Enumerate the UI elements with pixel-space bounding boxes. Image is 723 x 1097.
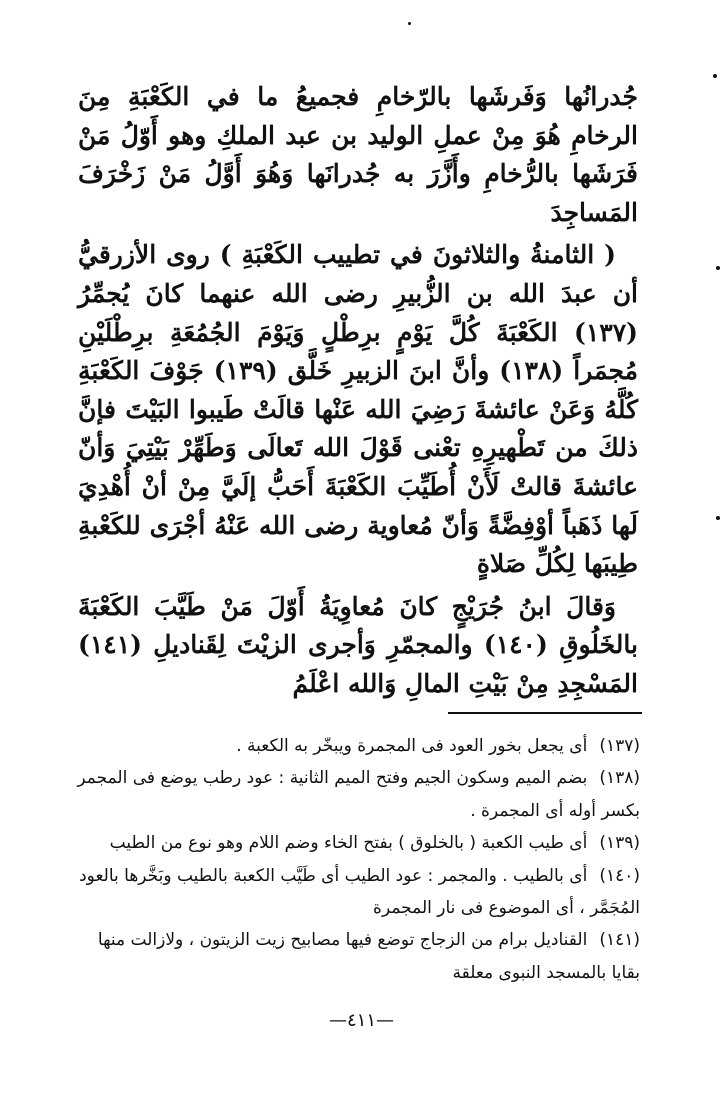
margin-dot	[716, 516, 720, 520]
main-text	[78, 78, 638, 704]
footnote-text: أى يجعل بخور العود فى المجمرة ويبخّر به الكعبة .	[236, 736, 588, 756]
paragraph: وَقالَ ابنُ جُرَيْجٍ كانَ مُعاوِيَةُ أَوّلَ مَنْ طَيَّبَ الكَعْبَةَ بالخَلُوقِ (١٤٠) والمجمّرِ وَأجرى الزيْتَ لِقَناديلِ (١٤١) المَسْجِدِ مِنْ بَيْتِ المالِ وَالله اعْلَمُ	[78, 591, 639, 698]
margin-dot	[408, 22, 411, 25]
footnote-divider	[448, 712, 642, 714]
paragraph: ( الثامنةُ والثلاثونَ في تطييب الكَعْبَةِ ) روى الأزرقيُّ أن عبدَ الله بن الزُّبيرِ رضى الله عنهما كانَ يُجمِّرُ (١٣٧) الكَعْبَةَ كُلَّ يَوْمٍ برِطْلٍ وَيَوْمَ الجُمُعَةِ برِطْلَيْنِ مُجمَراً (١٣٨) وأنَّ ابنَ الزبيرِ خَلَّق (١٣٩) جَوْفَ الكَعْبَةِ كُلَّهُ وَعَنْ عائشةَ رَضِيَ الله عَنْها قالَتْ طَيبوا البَيْتَ فإنَّ ذلكَ من تَطْهيرِهِ تعْنى قَوْلَ الله تَعالَى وَطَهِّرْ بَيْتِيَ وَأنّ عائشةَ قالتْ لَأَنْ أُطَيِّبَ الكَعْبَةَ أَحَبُّ إلَيَّ مِنْ أنْ أُهْدِيَ لَها ذَهَباً أوْفِضَّةً وَأنّ مُعاوية رضى الله عَنْهُ أجْرَى للكَعْبةِ طِيبَها لِكُلِّ صَلاةٍ	[78, 240, 638, 579]
page-number: —٤١١—	[328, 1010, 394, 1031]
footnote-text: القناديل برام من الزجاج توضع فيها مصابيح زيت الزيتون ، ولازالت منها بقايا بالمسجد النبوى معلقة	[97, 930, 640, 983]
footnote-text: أى بالطيب . والمجمر : عود الطيب أى طَيَّب الكعبة بالطيب وبَخَّرها بالعود المُجَمَّر ، أى الموضوع فى نار المجمرة	[79, 865, 640, 919]
footnote	[70, 827, 640, 859]
footnote	[70, 924, 640, 989]
margin-dot	[713, 74, 717, 78]
footnotes	[70, 730, 640, 989]
footnote	[70, 860, 640, 925]
footnote-number: (١٤٠)	[599, 865, 640, 886]
footnote-text: أى طيب الكعبة ( بالخلوق ) بفتح الخاء وضم اللام وهو نوع من الطيب	[109, 833, 588, 854]
footnote-text: بضم الميم وسكون الجيم وفتح الميم الثانية : عود رطب يوضع فى المجمر بكسر أوله أى المجمرة .	[77, 768, 640, 821]
footnote-number: (١٣٨)	[599, 768, 640, 789]
footnote-number: (١٤١)	[599, 930, 640, 951]
paragraph: جُدرانُها وَفَرشَها بالرّخامِ فجميعُ ما في الكَعْبَةِ مِنَ الرخامِ هُوَ مِنْ عملِ الوليد بن عبد الملكِ وهو أَوّلُ مَنْ فَرَشَها بالرُّخامِ وأَزَّرَ به جُدرانَها وَهُوَ أَوَّلُ مَنْ زَخْرَفَ المَساجِدَ	[78, 82, 638, 227]
footnote-number: (١٣٧)	[599, 736, 640, 756]
footnote	[70, 762, 640, 827]
footnote-number: (١٣٩)	[599, 833, 640, 854]
margin-dot	[716, 266, 720, 270]
footnote	[70, 730, 640, 762]
